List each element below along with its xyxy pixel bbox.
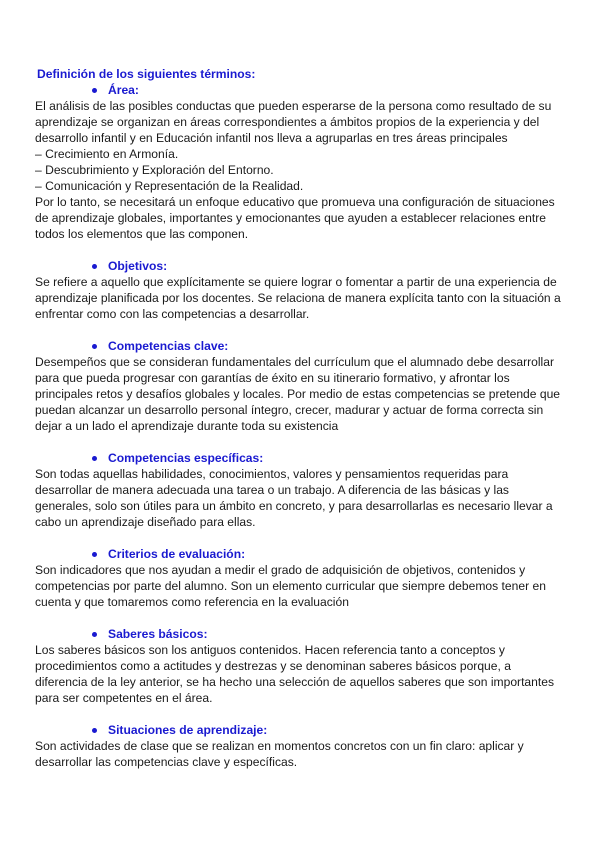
- body-text-line: cabo un aprendizaje diseñado para ellas.: [35, 515, 256, 529]
- body-text-line: procedimientos como a actitudes y destrezas y se denominan saberes básicos porque, a: [35, 659, 511, 673]
- body-text-line: enfrentar como con las competencias a desarrollar.: [35, 307, 310, 321]
- body-text-line: generales, solo son útiles para un ámbito en concreto, y para desarrollarlas es necesario llevar a: [35, 499, 553, 513]
- bullet-icon: [92, 632, 97, 637]
- body-text-line: Son todas aquellas habilidades, conocimientos, valores y pensamientos requeridas para: [35, 467, 509, 481]
- section-heading: [35, 546, 567, 562]
- bullet-icon: [92, 344, 97, 349]
- body-text-line: Los saberes básicos son los antiguos contenidos. Hacen referencia tanto a conceptos y: [35, 643, 505, 657]
- section-heading: [35, 258, 567, 274]
- body-text-line: Son indicadores que nos ayudan a medir el grado de adquisición de objetivos, contenidos y: [35, 563, 526, 577]
- definition-section: [35, 546, 567, 610]
- body-text-line: competencias por parte del alumno. Son un elemento curricular que siempre debemos tener en: [35, 579, 546, 593]
- body-text-line: dejar a un lado el aprendizaje durante toda su existencia: [35, 419, 339, 433]
- body-text-line: Son actividades de clase que se realizan en momentos concretos con un fin claro: aplicar y: [35, 739, 524, 753]
- definition-section: [35, 722, 567, 770]
- body-text-line: El análisis de las posibles conductas que pueden esperarse de la persona como resultado de su: [35, 99, 552, 113]
- body-text-line: Se refiere a aquello que explícitamente se quiere lograr o fomentar a partir de una experiencia de: [35, 275, 557, 289]
- section-heading: [35, 626, 567, 642]
- section-heading-text: Saberes básicos:: [108, 627, 208, 641]
- section-heading: [35, 722, 567, 738]
- body-text-line: aprendizaje planificada por los docentes. Se relaciona de manera explícita tanto con la situación a: [35, 291, 561, 305]
- section-heading-text: Criterios de evaluación:: [108, 547, 246, 561]
- section-body: [35, 98, 567, 242]
- section-heading: [35, 338, 567, 354]
- bullet-icon: [92, 728, 97, 733]
- document-page: [35, 66, 567, 770]
- bullet-icon: [92, 88, 97, 93]
- section-body: [35, 738, 567, 770]
- body-text-line: de aprendizaje globales, importantes y emocionantes que ayuden a establecer relaciones entre: [35, 211, 546, 225]
- body-text-line: desarrollar de manera adecuada una tarea o un trabajo. A diferencia de las básicas y las: [35, 483, 509, 497]
- body-text-line: puedan alcanzar un desarrollo personal íntegro, crecer, madurar y actuar de forma correcta sin: [35, 403, 544, 417]
- body-text-line: principales retos y desafíos globales y locales. Por medio de estas competencias se pretende que: [35, 387, 561, 401]
- bullet-icon: [92, 264, 97, 269]
- body-text-line: – Comunicación y Representación de la Realidad.: [35, 179, 304, 193]
- bullet-icon: [92, 552, 97, 557]
- body-text-line: para que pueda progresar con garantías de éxito en su itinerario formativo, y afrontar los: [35, 371, 510, 385]
- section-body: [35, 562, 567, 610]
- section-heading-text: Objetivos:: [108, 259, 168, 273]
- section-body: [35, 642, 567, 706]
- section-body: [35, 354, 567, 434]
- body-text-line: desarrollar las competencias clave y específicas.: [35, 755, 298, 769]
- sections-container: [35, 82, 567, 770]
- section-heading-text: Situaciones de aprendizaje:: [108, 723, 268, 737]
- body-text-line: para ser competentes en el área.: [35, 691, 213, 705]
- bullet-icon: [92, 456, 97, 461]
- definition-section: [35, 258, 567, 322]
- body-text-line: diferencia de la ley anterior, se ha hecho una selección de aquellos saberes que son importantes: [35, 675, 555, 689]
- body-text-line: – Descubrimiento y Exploración del Entorno.: [35, 163, 274, 177]
- document-title: Definición de los siguientes términos:: [37, 67, 256, 81]
- section-heading: [35, 82, 567, 98]
- definition-section: [35, 450, 567, 530]
- section-body: [35, 274, 567, 322]
- body-text-line: cuenta y que tomaremos como referencia en la evaluación: [35, 595, 349, 609]
- section-heading-text: Área:: [108, 83, 139, 97]
- body-text-line: – Crecimiento en Armonía.: [35, 147, 179, 161]
- section-heading-text: Competencias clave:: [108, 339, 229, 353]
- body-text-line: aprendizaje se organizan en áreas correspondientes a ámbitos propios de la experiencia y del: [35, 115, 540, 129]
- body-text-line: Por lo tanto, se necesitará un enfoque educativo que promueva una configuración de situaciones: [35, 195, 555, 209]
- body-text-line: desarrollo infantil y en Educación infantil nos lleva a agruparlas en tres áreas principales: [35, 131, 508, 145]
- section-heading-text: Competencias específicas:: [108, 451, 264, 465]
- body-text-line: Desempeños que se consideran fundamentales del currículum que el alumnado debe desarrollar: [35, 355, 554, 369]
- definition-section: [35, 82, 567, 242]
- section-heading: [35, 450, 567, 466]
- body-text-line: todos los elementos que las componen.: [35, 227, 249, 241]
- definition-section: [35, 626, 567, 706]
- section-body: [35, 466, 567, 530]
- definition-section: [35, 338, 567, 434]
